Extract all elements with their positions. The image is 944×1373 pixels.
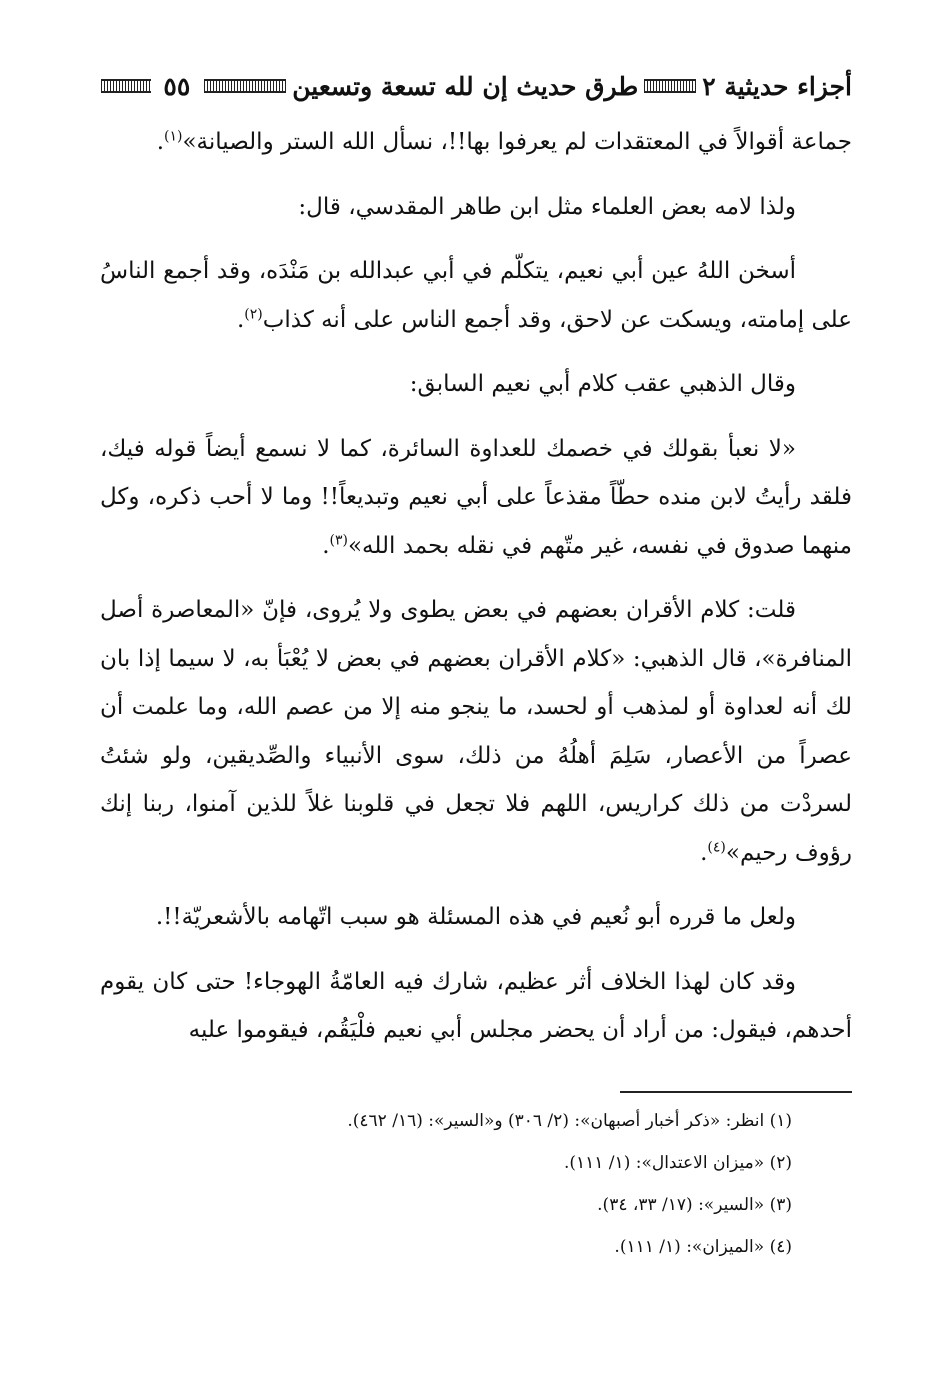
footnote-ref: (٢) bbox=[244, 305, 263, 322]
quote-paragraph: «لا نعبأ بقولك في خصمك للعداوة السائرة، كما لا نسمع أيضاً قوله فيك، فلقد رأيتُ لابن منده حطّاً مقذعاً على أبي نعيم وتبديعاً!! وما لا أحب ذكره، وكل منهما صدوق في نفسه، غير متّهم في نقله بحمد الله»$^{(٣)}$. bbox=[100, 435, 852, 559]
header-ornament bbox=[644, 79, 696, 93]
book-title: أجزاء حديثية ٢ bbox=[702, 71, 852, 101]
paragraph: جماعة أقوالاً في المعتقدات لم يعرفوا بها!!، نسأل الله الستر والصيانة»$^{(١)}$. bbox=[156, 128, 852, 155]
footnote: (٢) «ميزان الاعتدال»: (١/ ١١١). bbox=[563, 1153, 792, 1173]
footnote-ref: (١) bbox=[164, 128, 183, 145]
section-title: طرق حديث إن لله تسعة وتسعين bbox=[292, 71, 639, 101]
footnote: (٣) «السير»: (١٧/ ٣٣، ٣٤). bbox=[597, 1195, 792, 1215]
running-header bbox=[100, 66, 852, 106]
body-text bbox=[100, 118, 852, 1055]
footnote-ref: (٤) bbox=[707, 838, 726, 855]
footnotes bbox=[100, 1100, 792, 1268]
paragraph: أسخن اللهُ عين أبي نعيم، يتكلّم في أبي عبدالله بن مَنْدَه، وقد أجمع الناسُ على إمامته، ويسكت عن لاحق، وقد أجمع الناس على أنه كذاب$^{(٢)}$. bbox=[100, 258, 852, 333]
header-ornament bbox=[101, 79, 151, 93]
paragraph: ولعل ما قرره أبو نُعيم في هذه المسئلة هو سبب اتّهامه بالأشعريّة!!. bbox=[155, 904, 796, 930]
footnote: (٤) «الميزان»: (١/ ١١١). bbox=[614, 1237, 792, 1257]
header-ornament bbox=[204, 79, 286, 93]
paragraph: وقد كان لهذا الخلاف أثر عظيم، شارك فيه العامّةُ الهوجاء! حتى كان يقوم أحدهم، فيقول: من أراد أن يحضر مجلس أبي نعيم فلْيَقُم، فيقوموا عليه bbox=[100, 968, 852, 1043]
paragraph: ولذا لامه بعض العلماء مثل ابن طاهر المقدسي، قال: bbox=[298, 193, 796, 220]
footnote: (١) انظر: «ذكر أخبار أصبهان»: (٢/ ٣٠٦) و«السير»: (١٦/ ٤٦٢). bbox=[347, 1111, 792, 1131]
footnote-ref: (٣) bbox=[329, 531, 348, 548]
page-number: ٥٥ bbox=[163, 71, 191, 101]
paragraph: قلت: كلام الأقران بعضهم في بعض يطوى ولا يُروى، فإنّ «المعاصرة أصل المنافرة»، قال الذهبي: «كلام الأقران بعضهم في بعض لا يُعْبَأ به، لا سيما إذا بان لك أنه لعداوة أو لمذهب أو لحسد، ما ينجو منه إلا من عصم الله، وما علمت أن عصراً من الأعصار، سَلِمَ أهلُهُ من ذلك، سوى الأنبياء والصِّديقين، ولو شئتُ لسردْت من ذلك كراريس، اللهم فلا تجعل في قلوبنا غلاً للذين آمنوا، ربنا إنك رؤوف رحيم»$^{(٤)}$. bbox=[100, 597, 852, 866]
footnote-separator bbox=[620, 1091, 852, 1093]
paragraph: وقال الذهبي عقب كلام أبي نعيم السابق: bbox=[409, 371, 796, 397]
